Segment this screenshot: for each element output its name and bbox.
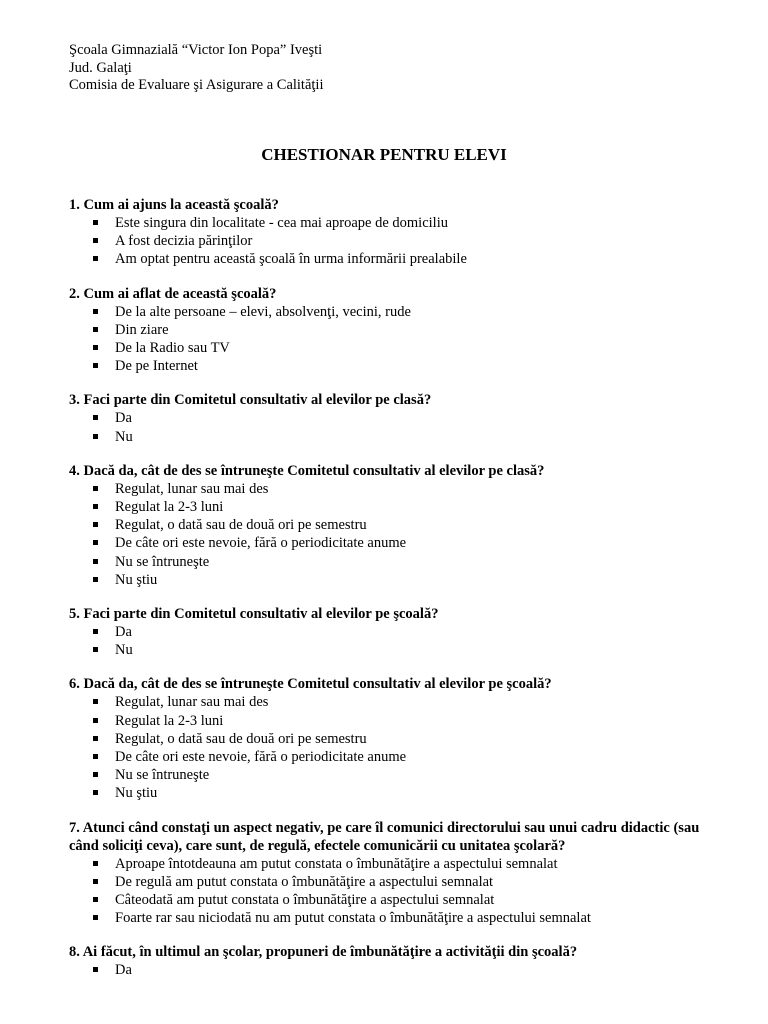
- answer-option: [69, 498, 729, 516]
- answer-option: [69, 784, 729, 802]
- question-block: [69, 943, 729, 979]
- answer-option-label: De câte ori este nevoie, fără o periodicitate anume: [115, 535, 407, 552]
- square-bullet-icon: [93, 434, 98, 439]
- answer-option-label: De la Radio sau TV: [115, 340, 230, 357]
- square-bullet-icon: [93, 522, 98, 527]
- question-block: [69, 675, 729, 802]
- answer-option-label: De câte ori este nevoie, fără o periodicitate anume: [115, 749, 407, 766]
- answer-option: [69, 712, 729, 730]
- answer-option-label: Din ziare: [115, 321, 169, 338]
- answer-option: [69, 961, 729, 979]
- document-title: CHESTIONAR PENTRU ELEVI: [261, 145, 507, 164]
- school-name: Şcoala Gimnazială “Victor Ion Popa” Iveşti: [69, 42, 323, 58]
- question-title: 5. Faci parte din Comitetul consultativ al elevilor pe şcoală?: [69, 606, 439, 623]
- options-list: [69, 961, 729, 979]
- school-header: [69, 42, 324, 95]
- question-block: [69, 285, 729, 376]
- question-block: [69, 819, 729, 928]
- answer-option-label: Regulat, o dată sau de două ori pe semestru: [115, 517, 367, 534]
- question-block: [69, 391, 729, 445]
- square-bullet-icon: [93, 504, 98, 509]
- answer-option: [69, 909, 729, 927]
- answer-option: [69, 748, 729, 766]
- square-bullet-icon: [93, 559, 98, 564]
- square-bullet-icon: [93, 699, 98, 704]
- square-bullet-icon: [93, 967, 98, 972]
- question-title: 6. Dacă da, cât de des se întruneşte Comitetul consultativ al elevilor pe şcoală?: [69, 676, 552, 693]
- square-bullet-icon: [93, 486, 98, 491]
- square-bullet-icon: [93, 577, 98, 582]
- answer-option: [69, 623, 729, 641]
- answer-option: [69, 553, 729, 571]
- square-bullet-icon: [93, 220, 98, 225]
- answer-option: [69, 214, 729, 232]
- answer-option: [69, 766, 729, 784]
- square-bullet-icon: [93, 309, 98, 314]
- answer-option: [69, 516, 729, 534]
- question-block: [69, 605, 729, 659]
- answer-option-label: Da: [115, 410, 132, 427]
- answer-option-label: De pe Internet: [115, 358, 198, 375]
- square-bullet-icon: [93, 754, 98, 759]
- answer-option-label: Aproape întotdeauna am putut constata o îmbunătăţire a aspectului semnalat: [115, 855, 558, 872]
- answer-option: [69, 339, 729, 357]
- answer-option: [69, 409, 729, 427]
- question-title: 8. Ai făcut, în ultimul an şcolar, propuneri de îmbunătăţire a activităţii din şcoală?: [69, 944, 578, 961]
- answer-option-label: Am optat pentru această şcoală în urma informării prealabile: [115, 251, 467, 268]
- answer-option-label: Foarte rar sau niciodată nu am putut constata o îmbunătăţire a aspectului semnalat: [115, 910, 591, 927]
- question-title: 2. Cum ai aflat de această şcoală?: [69, 285, 277, 302]
- answer-option: [69, 480, 729, 498]
- answer-option: [69, 428, 729, 446]
- answer-option-label: Câteodată am putut constata o îmbunătăţire a aspectului semnalat: [115, 892, 495, 909]
- answer-option-label: Nu se întruneşte: [115, 553, 210, 570]
- square-bullet-icon: [93, 327, 98, 332]
- answer-option: [69, 641, 729, 659]
- answer-option-label: Da: [115, 624, 132, 641]
- question-title: 7. Atunci când constaţi un aspect negativ, pe care îl comunici directorului sau unui cadru didactic (sau când soliciţi ceva), care sunt, de regulă, efectele comunicării cu unitatea şcolară?: [69, 819, 700, 854]
- commission-line: Comisia de Evaluare şi Asigurare a Calităţii: [69, 77, 324, 93]
- options-list: [69, 303, 729, 376]
- answer-option-label: Nu ştiu: [115, 785, 158, 802]
- question-title: 4. Dacă da, cât de des se întruneşte Comitetul consultativ al elevilor pe clasă?: [69, 462, 545, 479]
- answer-option-label: Regulat, o dată sau de două ori pe semestru: [115, 730, 367, 747]
- square-bullet-icon: [93, 772, 98, 777]
- answer-option: [69, 534, 729, 552]
- square-bullet-icon: [93, 629, 98, 634]
- answer-option: [69, 730, 729, 748]
- square-bullet-icon: [93, 718, 98, 723]
- county-line: Jud. Galaţi: [69, 59, 132, 76]
- options-list: [69, 480, 729, 589]
- question-title: 3. Faci parte din Comitetul consultativ al elevilor pe clasă?: [69, 392, 432, 409]
- answer-option-label: Regulat la 2-3 luni: [115, 499, 224, 516]
- question-block: [69, 462, 729, 589]
- options-list: [69, 623, 729, 659]
- square-bullet-icon: [93, 647, 98, 652]
- answer-option: [69, 303, 729, 321]
- square-bullet-icon: [93, 540, 98, 545]
- answer-option: [69, 321, 729, 339]
- options-list: [69, 693, 729, 802]
- answer-option-label: Regulat, lunar sau mai des: [115, 694, 269, 711]
- answer-option: [69, 891, 729, 909]
- answer-option-label: Nu: [115, 642, 133, 659]
- square-bullet-icon: [93, 415, 98, 420]
- answer-option-label: A fost decizia părinţilor: [115, 233, 253, 250]
- answer-option: [69, 357, 729, 375]
- answer-option: [69, 250, 729, 268]
- answer-option: [69, 693, 729, 711]
- square-bullet-icon: [93, 256, 98, 261]
- answer-option-label: Regulat la 2-3 luni: [115, 712, 224, 729]
- answer-option: [69, 855, 729, 873]
- square-bullet-icon: [93, 897, 98, 902]
- answer-option: [69, 571, 729, 589]
- question-block: [69, 196, 729, 269]
- square-bullet-icon: [93, 879, 98, 884]
- answer-option-label: Nu: [115, 428, 133, 445]
- square-bullet-icon: [93, 915, 98, 920]
- question-title: 1. Cum ai ajuns la această şcoală?: [69, 197, 279, 213]
- square-bullet-icon: [93, 790, 98, 795]
- answer-option: [69, 873, 729, 891]
- answer-option-label: Nu ştiu: [115, 571, 158, 588]
- answer-option: [69, 232, 729, 250]
- questions-list: [69, 196, 729, 996]
- options-list: [69, 409, 729, 445]
- answer-option-label: Da: [115, 962, 132, 979]
- answer-option-label: De la alte persoane – elevi, absolvenţi, vecini, rude: [115, 303, 411, 320]
- answer-option-label: Nu se întruneşte: [115, 767, 210, 784]
- options-list: [69, 214, 729, 269]
- square-bullet-icon: [93, 363, 98, 368]
- options-list: [69, 855, 729, 928]
- square-bullet-icon: [93, 238, 98, 243]
- answer-option-label: Este singura din localitate - cea mai aproape de domiciliu: [115, 215, 448, 231]
- answer-option-label: De regulă am putut constata o îmbunătăţire a aspectului semnalat: [115, 873, 494, 890]
- square-bullet-icon: [93, 736, 98, 741]
- square-bullet-icon: [93, 345, 98, 350]
- square-bullet-icon: [93, 861, 98, 866]
- answer-option-label: Regulat, lunar sau mai des: [115, 480, 269, 497]
